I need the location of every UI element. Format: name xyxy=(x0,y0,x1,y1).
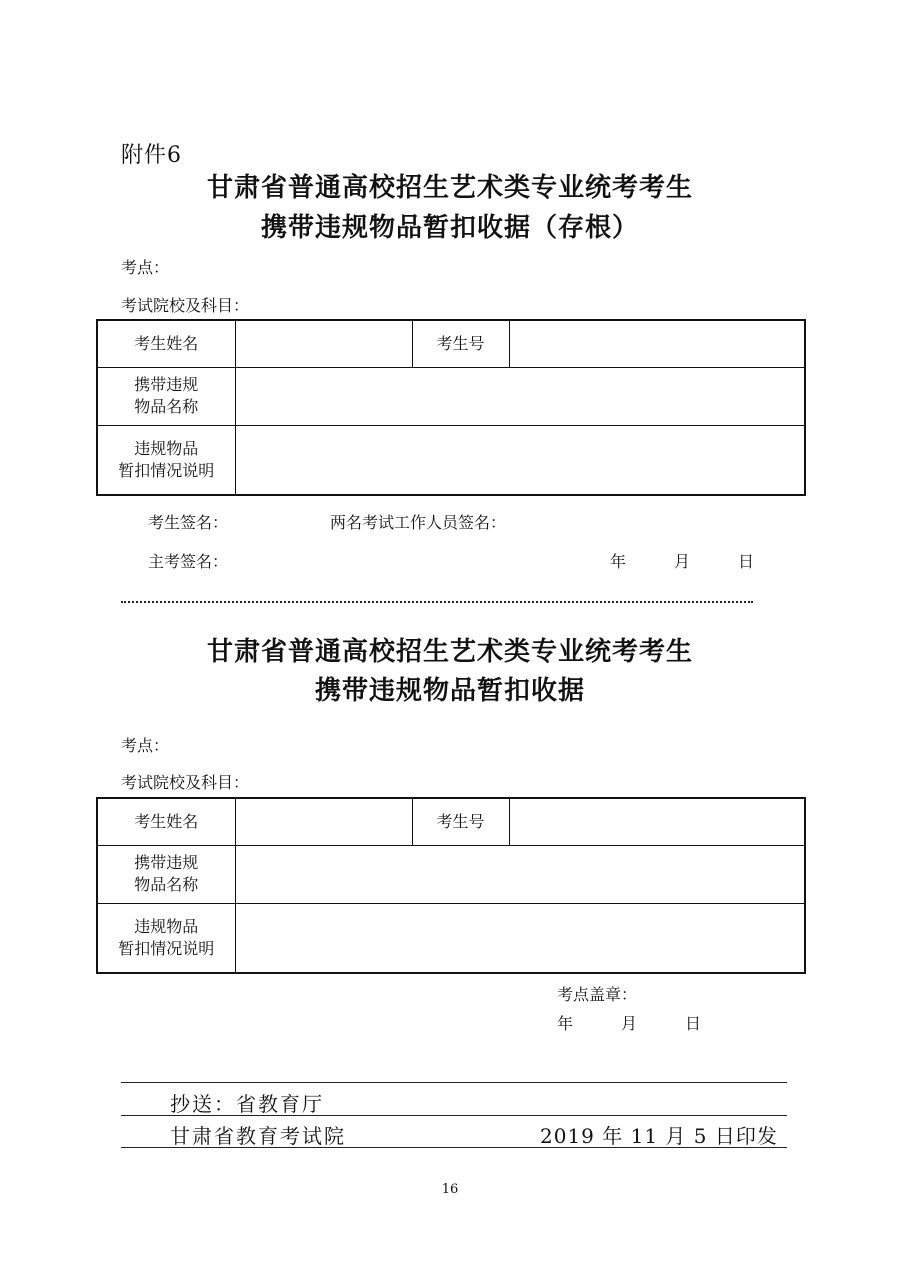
footer-cc: 抄送：省教育厅 xyxy=(170,1092,324,1116)
stub-desc-label-line1: 违规物品 xyxy=(134,438,199,458)
receipt-items-label-line1: 携带违规 xyxy=(134,853,199,872)
stub-title-line2: 携带违规物品暂扣收据（存根） xyxy=(260,213,639,243)
receipt-items-field[interactable] xyxy=(235,845,805,903)
receipt-month-label: 月 xyxy=(621,1014,638,1033)
stub-day-label: 日 xyxy=(738,552,755,571)
receipt-items-label xyxy=(97,845,235,903)
stub-staff-sign-label: 两名考试工作人员签名： xyxy=(330,513,507,532)
stub-year-label: 年 xyxy=(610,552,627,571)
receipt-name-field[interactable] xyxy=(235,798,412,845)
stub-title-line1: 甘肃省普通高校招生艺术类专业统考考生 xyxy=(206,173,693,203)
stub-chief-sign-label: 主考签名： xyxy=(148,552,229,571)
receipt-seal-label: 考点盖章： xyxy=(557,985,638,1004)
stub-exam-site-label: 考点： xyxy=(121,258,170,277)
receipt-desc-field[interactable] xyxy=(235,903,805,973)
receipt-exam-site-label: 考点： xyxy=(121,736,170,755)
stub-name-label: 考生姓名 xyxy=(97,320,235,367)
stub-items-label xyxy=(97,367,235,425)
receipt-name-label: 考生姓名 xyxy=(97,798,235,845)
page-number: 16 xyxy=(441,1182,459,1197)
receipt-desc-label-line1: 违规物品 xyxy=(134,916,199,936)
stub-form-table xyxy=(96,319,806,496)
stub-items-label-line2: 物品名称 xyxy=(134,397,199,416)
receipt-title-line2: 携带违规物品暂扣收据 xyxy=(314,676,585,706)
footer-rule-bottom xyxy=(121,1147,787,1148)
receipt-school-subject-label: 考试院校及科目： xyxy=(121,773,250,792)
stub-items-label-line1: 携带违规 xyxy=(134,375,199,394)
receipt-number-field[interactable] xyxy=(509,798,805,845)
footer-rule-middle xyxy=(121,1115,787,1116)
stub-items-field[interactable] xyxy=(235,367,805,425)
receipt-number-label: 考生号 xyxy=(412,798,509,845)
footer-issue-date: 2019 年 11 月 5 日印发 xyxy=(540,1124,778,1148)
receipt-desc-label xyxy=(97,903,235,973)
receipt-title-line1: 甘肃省普通高校招生艺术类专业统考考生 xyxy=(206,637,693,667)
stub-number-label: 考生号 xyxy=(412,320,509,367)
receipt-day-label: 日 xyxy=(685,1014,702,1033)
stub-month-label: 月 xyxy=(674,552,691,571)
stub-desc-label xyxy=(97,425,235,495)
stub-number-field[interactable] xyxy=(509,320,805,367)
attachment-label: 附件6 xyxy=(121,143,182,168)
receipt-desc-label-line2: 暂扣情况说明 xyxy=(118,938,215,958)
receipt-form-table xyxy=(96,797,806,974)
receipt-items-label-line2: 物品名称 xyxy=(134,875,199,894)
footer-issuer: 甘肃省教育考试院 xyxy=(170,1124,346,1148)
stub-desc-field[interactable] xyxy=(235,425,805,495)
stub-desc-label-line2: 暂扣情况说明 xyxy=(118,460,215,480)
stub-school-subject-label: 考试院校及科目： xyxy=(121,296,250,315)
stub-student-sign-label: 考生签名： xyxy=(148,513,229,532)
cut-line xyxy=(121,601,753,603)
footer-rule-top xyxy=(121,1082,787,1083)
stub-name-field[interactable] xyxy=(235,320,412,367)
receipt-year-label: 年 xyxy=(557,1014,574,1033)
